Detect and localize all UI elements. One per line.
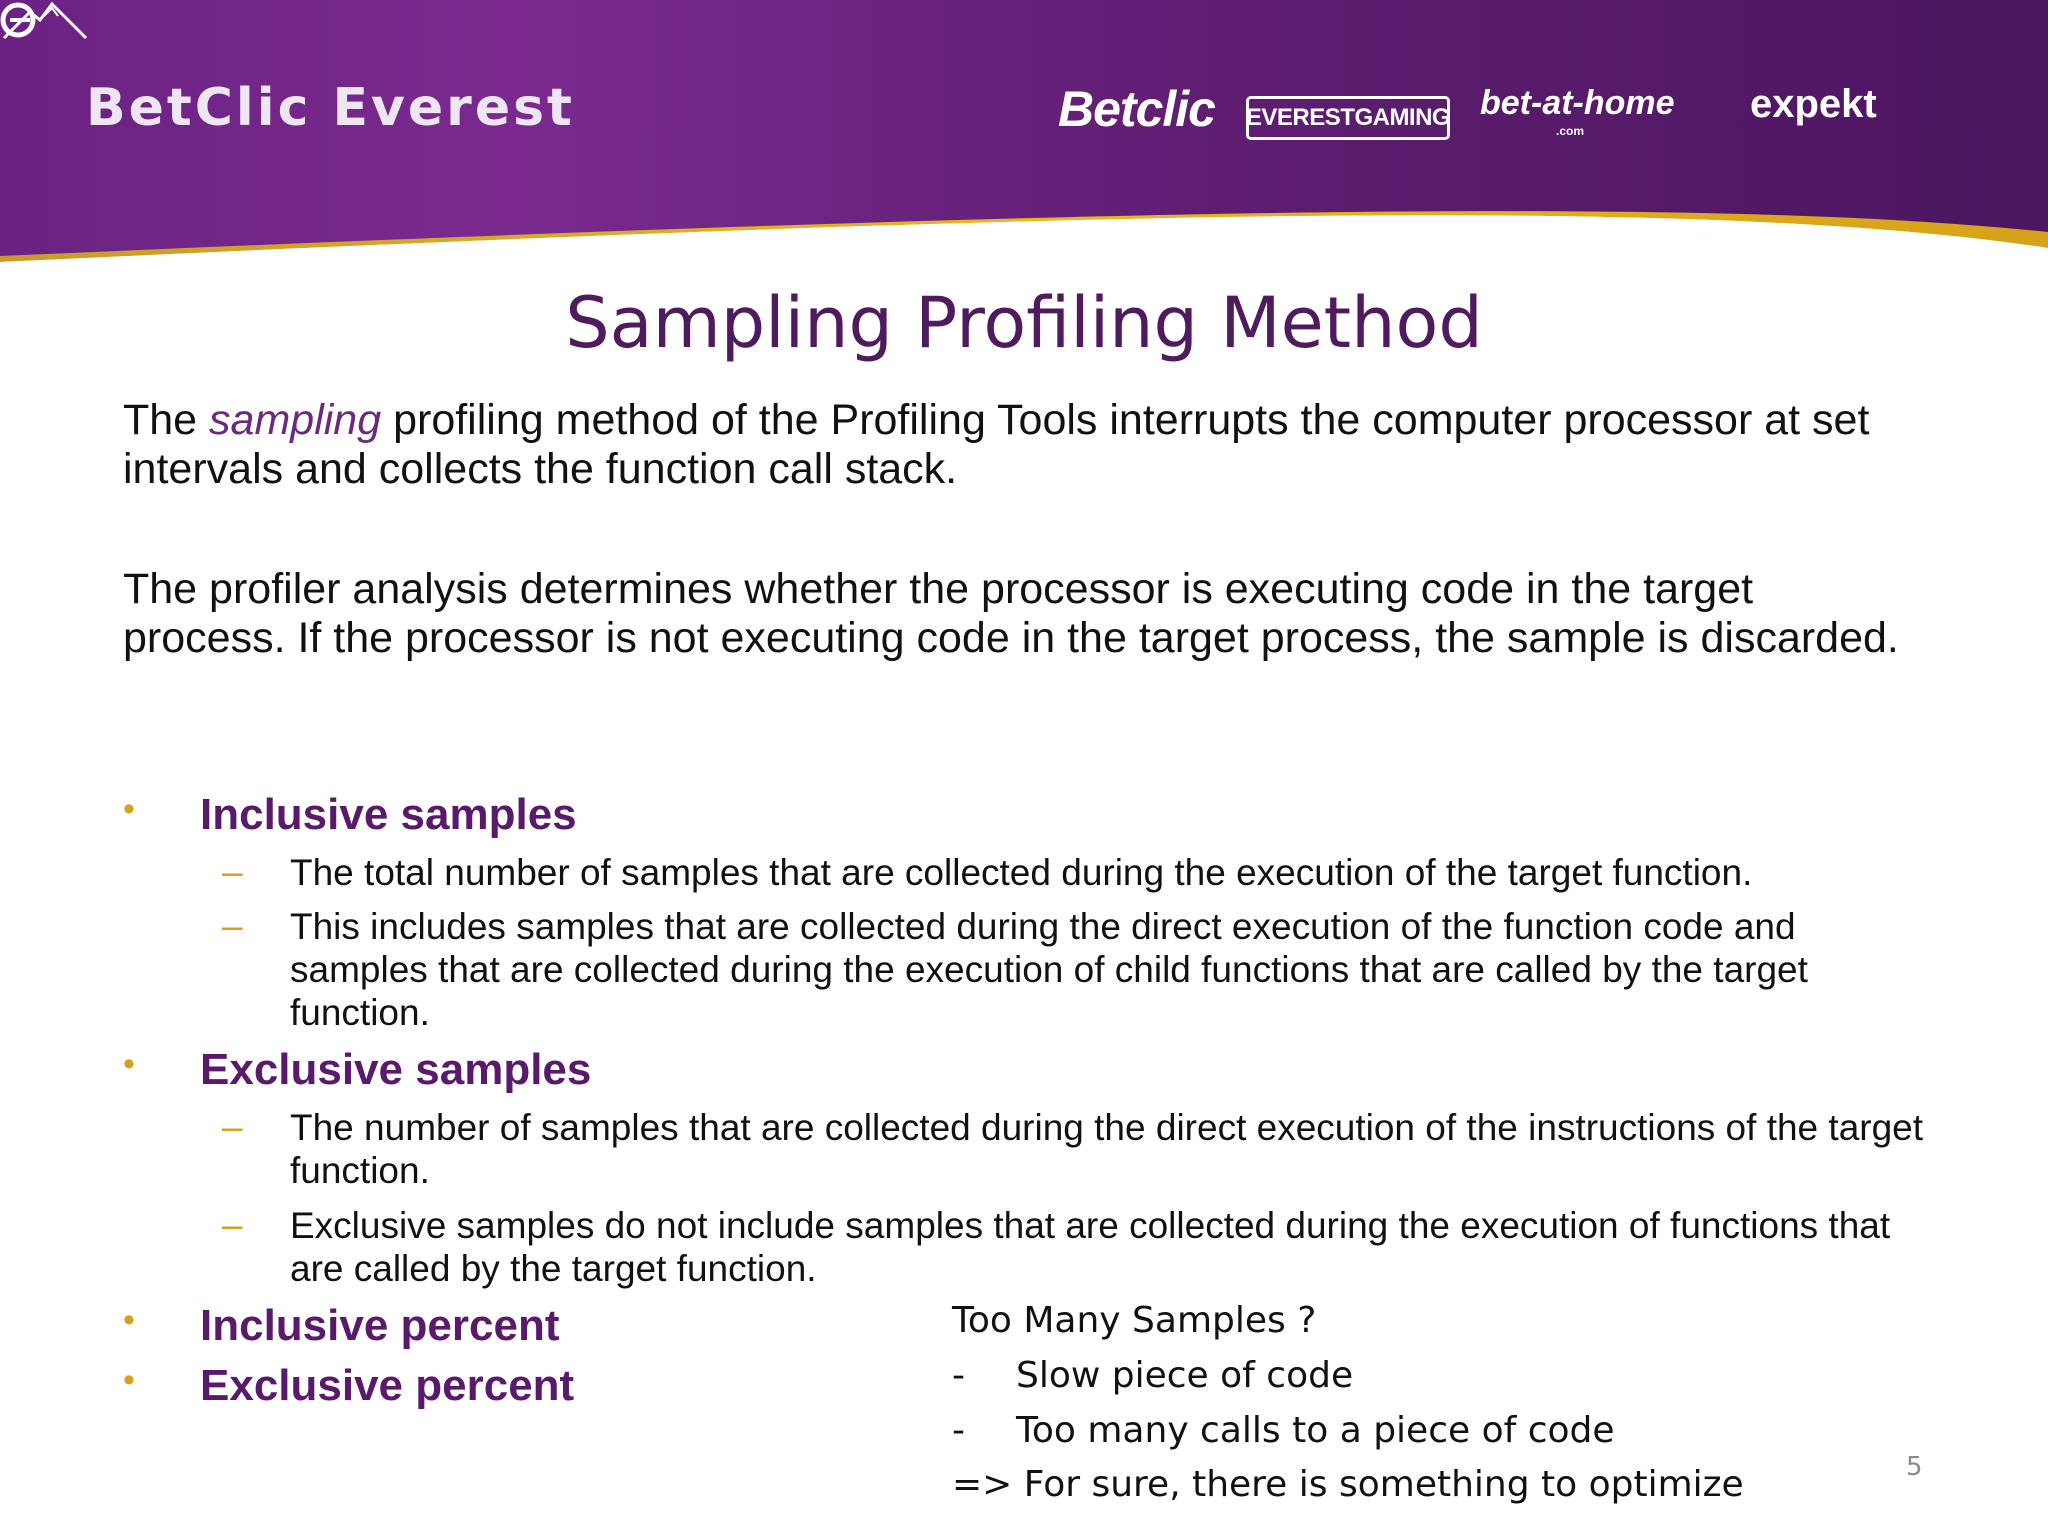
note-item: Slow piece of code <box>1016 1355 1354 1396</box>
sub-bullet-text: This includes samples that are collected during the direct execution of the function code and samples that are collected during the execution of child functions that are called by the target function. <box>290 906 1808 1033</box>
sub-bullet-marker: – <box>222 905 243 946</box>
bullet-marker: • <box>123 1301 135 1339</box>
paragraph-sampling-rest: profiling method of the Profiling Tools interrupts the computer processor at set intervals and collects the function call stack. <box>123 396 1870 493</box>
bullet-marker: • <box>123 1361 135 1399</box>
sampling-emphasis: sampling <box>209 396 382 444</box>
note-dash: - <box>952 1355 965 1396</box>
bet-at-home-sublabel: .com <box>1556 124 1585 138</box>
bet-at-home-logo: bet-at-home <box>1480 84 1675 122</box>
paragraph-sampling-lead: The <box>123 396 210 444</box>
bullet-marker: • <box>123 790 135 828</box>
bullet-label: Inclusive samples <box>200 790 577 839</box>
expekt-mark-icon <box>0 0 44 40</box>
page-number: 5 <box>1906 1452 1923 1482</box>
slide-title: Sampling Profiling Method <box>565 282 1483 364</box>
sub-bullet-text: Exclusive samples do not include samples that are collected during the execution of functions that are called by the target function. <box>290 1205 1891 1289</box>
betclic-logo: Betclic <box>1058 81 1215 137</box>
note-heading: Too Many Samples ? <box>952 1300 1317 1341</box>
header-background <box>0 0 2048 290</box>
note-conclusion: => For sure, there is something to optimize <box>952 1464 1744 1505</box>
bullet-marker: • <box>123 1045 135 1083</box>
sub-bullet-text: The total number of samples that are collected during the execution of the target function. <box>290 852 1753 893</box>
everest-gaming-logo: EVERESTGAMING <box>1246 96 1450 140</box>
paragraph-analysis: The profiler analysis determines whether the processor is executing code in the target process. If the processor is not executing code in the target process, the sample is discarded. <box>123 565 1899 662</box>
sub-bullet-marker: – <box>222 1204 243 1245</box>
bullet-label: Exclusive samples <box>200 1045 592 1094</box>
bullet-label: Inclusive percent <box>200 1301 560 1350</box>
paragraph-sampling <box>123 396 1923 494</box>
sub-bullet-text: The number of samples that are collected during the direct execution of the instructions of the target function. <box>290 1107 1924 1191</box>
brand-name: BetClic Everest <box>86 78 575 138</box>
bullet-label: Exclusive percent <box>200 1361 575 1410</box>
note-item: Too many calls to a piece of code <box>1016 1410 1615 1451</box>
expekt-logo: expekt <box>1750 82 1877 126</box>
sub-bullet-marker: – <box>222 851 243 892</box>
header-banner <box>0 0 2048 290</box>
sub-bullet-marker: – <box>222 1106 243 1147</box>
note-dash: - <box>952 1410 965 1451</box>
